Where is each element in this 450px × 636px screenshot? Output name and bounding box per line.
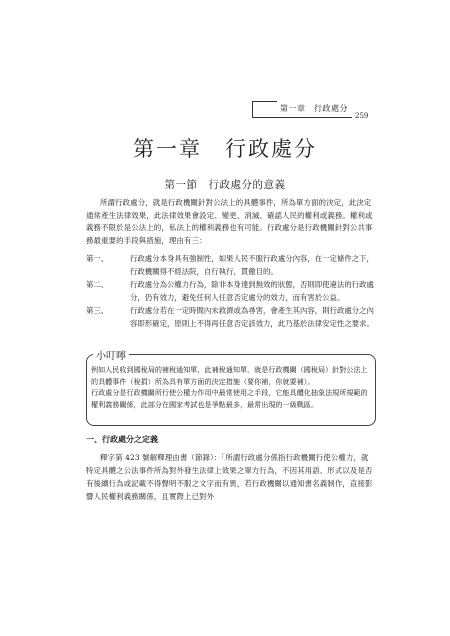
reason-item xyxy=(86,253,376,278)
section-title: 第一節 行政處分的意義 xyxy=(164,179,286,191)
running-header-title: 第一章 行政處分 xyxy=(280,104,348,113)
reason-number: 第一、 xyxy=(86,254,109,263)
reason-text: 行政處分為公權力行為，除非本身達到無效的狀態，否則即使違法的行政處分，仍有效力，避免任何人任意否定處分的效力，而有害於公益。 xyxy=(130,280,374,302)
reason-number: 第三、 xyxy=(86,306,109,316)
tip-box-title: 小叮嚀 xyxy=(93,347,129,362)
reason-text: 行政處分若在一定時間內未救濟或為尋害，會產生其內容，則行政處分之內容即形確定，原則上不得再任意否定該效力，此乃基於法律安定性之要求。 xyxy=(130,306,374,328)
header-rule xyxy=(252,117,352,118)
tip-box-body xyxy=(91,364,371,410)
subsection-heading: 一、行政處分之定義 xyxy=(86,434,158,444)
reasons-list xyxy=(86,253,376,331)
reason-item xyxy=(86,279,376,304)
reason-number: 第二、 xyxy=(86,280,109,290)
tip-line: 行政處分是行政機關所行使公權力作用中最常使用之手段，它能具體化抽象法規所規範的權利義務關係，此部分在國家考試也是爭點最多，最常出現的一級戰區。 xyxy=(91,388,368,409)
running-header xyxy=(252,101,372,123)
page-number: 259 xyxy=(355,112,369,120)
tip-line: 例如人民收到國稅局的補稅通知單，此補稅通知單，就是行政機關（國稅局）針對公法上的具體事件（稅捐）所為具有單方面的決定措施（要你補，你就要補）。 xyxy=(91,365,368,386)
reason-text: 行政處分本身具有強制性，如果人民不服行政處分內容，在一定條件之下，行政機關得不經法院，自行執行，貫徹目的。 xyxy=(130,254,374,276)
reason-item xyxy=(86,305,376,330)
chapter-title: 第一章 行政處分 xyxy=(133,137,317,161)
header-bracket-decoration xyxy=(252,101,277,118)
intro-paragraph: 所謂行政處分，就是行政機關針對公法上的具體事件，所為單方面的決定，此決定通常產生法律效果，此法律效果會設定、變更、消滅、確認人民的權利或義務。權利或義務不限於是公法上的，私法上的權利義務也有可能。行政處分是行政機關針對公共事務最重要的手段與措施，理由有三： xyxy=(86,198,373,245)
definition-paragraph: 釋字第 423 號解釋理由書（節錄）：「所謂行政處分係指行政機關行使公權力，就特定具體之公法事件所為對外發生法律上效果之單方行為，不因其用語、形式以及是否有後續行為或記載不得聲明不服之文字而有異，若行政機關以通知書名義制作，直接影響人民權利義務關係，且實際上已對外 xyxy=(86,453,373,501)
